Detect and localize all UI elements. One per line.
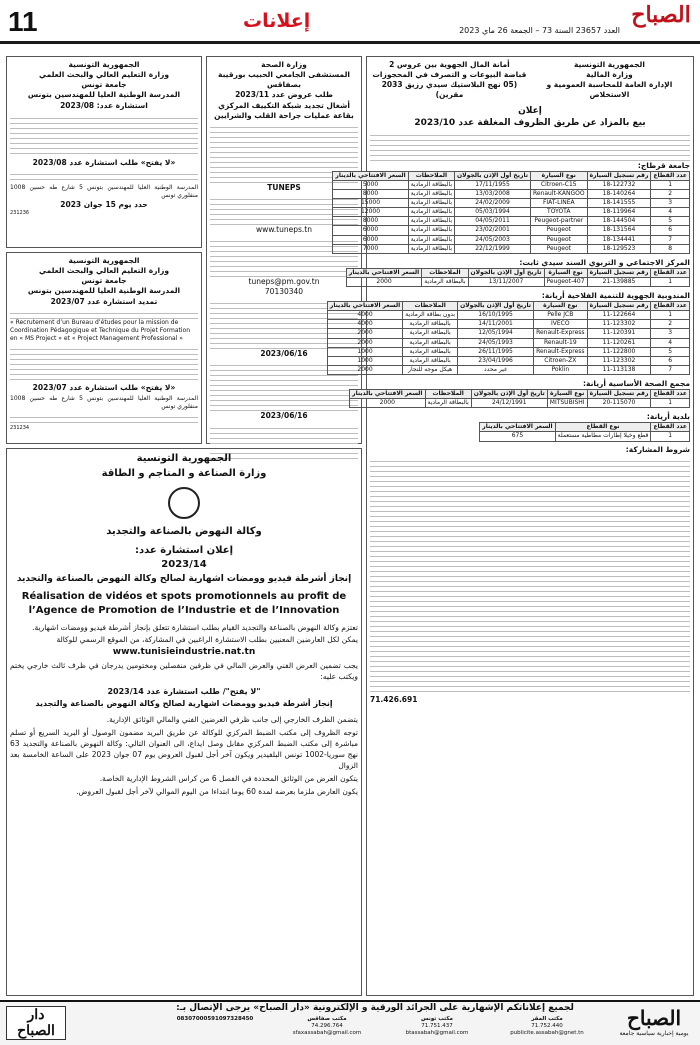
group-heading: المركز الاجتماعي و التربوي السند سيدي ثابت: (519, 257, 690, 267)
ad-consultation-08 (6, 56, 202, 248)
ad-date: 2023/06/16 (260, 349, 308, 359)
ad-title: تمديد استشارة عدد 2023/07 (50, 296, 158, 306)
ad-paragraph: تعتزم وكالة النهوض بالصناعة والتجديد القيام بطلب استشارة تتعلق بإنجاز أشرطة فيديو وومضات اشهارية. (32, 622, 358, 632)
table-cell: بالبطاقة الرمادية (408, 244, 454, 253)
ad-heading: الجمهورية التونسية (68, 256, 140, 265)
table-cell: TOYOTA (530, 208, 587, 217)
page-header (0, 0, 700, 44)
ad-heading: المستشفى الجامعي الحبيب بورقيبة بصفاقس (218, 70, 350, 90)
table-cell: بالبطاقة الرمادية (408, 181, 454, 190)
table-cell: 18-119964 (587, 208, 651, 217)
table-cell: Renault-Express (534, 329, 588, 338)
table-header-cell: تاريخ أول الإذن بالجولان (468, 268, 544, 277)
table-cell: بالبطاقة الرمادية (408, 217, 454, 226)
table-header-cell: تاريخ أول الإذن بالجولان (471, 390, 547, 399)
table-header-cell: عدد القطاع (651, 390, 690, 399)
ad-email: tuneps@pm.gov.tn (248, 277, 320, 286)
table-cell: هيكل موجه للنجار (403, 365, 458, 374)
table-cell: Renault-Express (534, 347, 588, 356)
table-cell: 675 (480, 432, 555, 441)
table-cell: 5 (651, 217, 690, 226)
table-header-cell: الملاحظات (425, 390, 471, 399)
table-header-cell: رقم تسجيل السيارة (587, 268, 651, 277)
table-cell: بدون بطاقة الرمادية (403, 311, 458, 320)
table-cell: 11-122800 (587, 347, 651, 356)
ad-vehicle-auction (329, 56, 694, 996)
table-cell: 24/12/1991 (471, 399, 547, 408)
vehicles-table-4 (349, 389, 690, 408)
ad-address: المدرسة الوطنية العليا للمهندسين بتونس 5 شارع طه حسين 1008 منفلوري تونس (10, 395, 198, 411)
table-cell: 15000 (333, 199, 408, 208)
table-cell: 2 (651, 190, 690, 199)
table-cell: 2000 (350, 399, 425, 408)
ad-consultation-14 (6, 448, 362, 996)
agency-name: وكالة النهوض بالصناعة والتجديد (106, 526, 262, 537)
table-row (346, 277, 689, 286)
table-cell: 24/02/2009 (455, 199, 531, 208)
table-cell: 8 (651, 244, 690, 253)
table-header-cell: عدد القطاع (651, 423, 690, 432)
table-cell: 5000 (333, 181, 408, 190)
table-cell: 6 (651, 226, 690, 235)
table-cell: Peugeot-partner (530, 217, 587, 226)
table-cell: 21-139885 (587, 277, 651, 286)
table-cell: بالبطاقة الرمادية (403, 356, 458, 365)
table-cell: 1 (651, 432, 690, 441)
table-cell: 1000 (327, 347, 402, 356)
page-number: 11 (8, 6, 38, 37)
table-row (327, 329, 689, 338)
table-cell: 11-123302 (587, 356, 651, 365)
group-heading: بلدية أريانة: (646, 412, 690, 422)
table-row (327, 347, 689, 356)
ad-french-text: « Recrutement d’un Bureau d’études pour la mission de Coordination Pédagogique et Technique du Projet Formation en « MS Project » et « Project Management Professional » (10, 318, 191, 342)
table-cell: 11-122664 (587, 311, 651, 320)
table-cell: 26/11/1995 (458, 347, 534, 356)
ad-label: إعلان استشارة عدد: (134, 544, 234, 556)
ad-code: 231234 (10, 425, 30, 432)
office-email[interactable]: publicite.assabah@gnet.tn (510, 1030, 584, 1037)
table-cell: 4000 (327, 320, 402, 329)
ad-code: 231236 (10, 210, 30, 217)
table-cell: 16/10/1995 (458, 311, 534, 320)
office-name: مكتب تونس (421, 1016, 453, 1022)
footer-office-hq (496, 1016, 598, 1042)
office-phone: 74.296.764 (311, 1023, 343, 1030)
table-row (333, 181, 690, 190)
table-cell: 11-120261 (587, 338, 651, 347)
table-row (327, 338, 689, 347)
vehicles-table-3 (327, 301, 690, 375)
table-cell: Peugeot (530, 226, 587, 235)
table-cell: 1 (651, 399, 690, 408)
ad-title: استشارة عدد: 2023/08 (60, 100, 148, 110)
ad-heading: وزارة التعليم العالي والبحث العلمي (38, 266, 170, 276)
table-row (333, 190, 690, 199)
ad-paragraph: يتضمن الظرف الخارجي إلى جانب ظرفي العرضين الفني والمالي الوثائق الإدارية. (106, 715, 358, 725)
office-email[interactable]: btassabah@gmail.com (405, 1030, 469, 1037)
table-cell: 3 (651, 329, 690, 338)
table-cell: بالبطاقة الرمادية (403, 338, 458, 347)
ad-heading: وزارة التعليم العالي والبحث العلمي (38, 70, 170, 80)
table-cell: بالبطاقة الرمادية (408, 199, 454, 208)
table-cell: 13/11/2007 (468, 277, 544, 286)
table-cell: 18-131564 (587, 226, 651, 235)
table-header-cell: الملاحظات (403, 302, 458, 311)
footer-title: لجميع إعلاناتكم الإشهارية على الجرائد الورقية و الإلكترونية «دار الصباح» يرجى الإتصال بـ: (176, 1003, 574, 1013)
table-header-cell: السعر الافتتاحي بالدينار (333, 171, 408, 180)
ad-heading: الجمهورية التونسية (573, 60, 645, 69)
footer-logo-dar: دار الصباح (6, 1006, 66, 1040)
table-cell: Renault-KANGOO (530, 190, 587, 199)
office-phone: 71.752.440 (531, 1023, 563, 1030)
table-cell: 6000 (333, 235, 408, 244)
table-header-cell: نوع القطاع (555, 423, 651, 432)
table-header-cell: رقم تسجيل السيارة (587, 302, 651, 311)
ad-body-text (10, 413, 198, 425)
table-cell: 23/04/1996 (458, 356, 534, 365)
table-cell: 13/03/2008 (455, 190, 531, 199)
ad-title: إنجاز أشرطة فيديو وومضات اشهارية لصالح وكالة النهوض بالصناعة والتجديد (16, 573, 352, 584)
ad-body-text (10, 309, 198, 319)
table-cell: 23/02/2001 (455, 226, 531, 235)
section-title: إعلانات (243, 10, 311, 32)
ad-body-text (10, 345, 198, 383)
table-cell: FIAT-LINEA (530, 199, 587, 208)
table-header-cell: نوع السيارة (544, 268, 587, 277)
table-cell: 17/11/1955 (455, 181, 531, 190)
table-header-cell: عدد القطاع (651, 171, 690, 180)
table-cell: 1000 (327, 356, 402, 365)
items-table-5 (479, 422, 690, 441)
table-cell: 4 (651, 208, 690, 217)
table-cell: 18-134441 (587, 235, 651, 244)
ad-title: بيع بالمزاد عن طريق الظروف المغلقة عدد 2023/10 (414, 117, 646, 128)
table-cell: بالبطاقة الرمادية (408, 190, 454, 199)
table-cell: 3 (651, 199, 690, 208)
table-cell: 20-115070 (587, 399, 651, 408)
table-cell: Citroen-C15 (530, 181, 587, 190)
ad-heading: (05 نهج البلاستيك سيدي رزيق 2033 مقرين) (381, 80, 518, 100)
ad-heading: الجمهورية التونسية (68, 60, 140, 69)
table-cell: 4 (651, 338, 690, 347)
ad-title: طلب عروض عدد 2023/11 (235, 90, 333, 100)
table-cell: Peugeot (530, 244, 587, 253)
table-row (327, 365, 689, 374)
ad-heading: وزارة الصناعة و المناجم و الطاقة (101, 467, 267, 479)
ad-closing: إنجاز أشرطة فيديو وومضات اشهارية لصالح وكالة النهوض بالصناعة والتجديد (35, 698, 333, 708)
table-cell: Peugeot-407 (544, 277, 587, 286)
ad-heading: المدرسة الوطنية العليا للمهندسين بتونس (27, 90, 181, 100)
table-cell: 1 (651, 311, 690, 320)
table-cell: 12000 (333, 208, 408, 217)
ad-heading: المدرسة الوطنية العليا للمهندسين بتونس (27, 286, 181, 296)
ad-deadline: حدد يوم 15 جوان 2023 (60, 199, 148, 209)
table-header-cell: السعر الافتتاحي بالدينار (346, 268, 421, 277)
table-row (333, 199, 690, 208)
office-name: مكتب المقر (531, 1016, 563, 1022)
ad-heading: جامعة تونس (81, 80, 127, 90)
table-cell: 2000 (327, 365, 402, 374)
table-cell: 11-120391 (587, 329, 651, 338)
footer-tagline: يومية إخبارية سياسية جامعة (619, 1030, 689, 1037)
table-cell: 18-141555 (587, 199, 651, 208)
table-cell: MITSUBISHI (547, 399, 587, 408)
table-cell: 14/11/2001 (458, 320, 534, 329)
ad-phone: 71.426.691 (370, 694, 418, 704)
table-cell: IVECO (534, 320, 588, 329)
ad-heading: الإدارة العامة للمحاسبة العمومية و الاستخلاص (546, 80, 673, 100)
footer-logo (612, 1006, 696, 1037)
ad-number: 2023/14 (161, 559, 207, 570)
table-cell: 18-122732 (587, 181, 651, 190)
table-cell: 1 (651, 277, 690, 286)
table-row (327, 356, 689, 365)
ad-body-text (10, 170, 198, 182)
ad-body-text (370, 457, 690, 695)
table-cell: 18-140264 (587, 190, 651, 199)
table-cell: 6 (651, 356, 690, 365)
ad-heading: وزارة الصحة (261, 60, 307, 69)
ad-closing: «لا يفتح» طلب استشارة عدد 2023/08 (32, 157, 176, 167)
ad-date: 2023/06/16 (260, 411, 308, 421)
table-cell: 5 (651, 347, 690, 356)
table-row (333, 226, 690, 235)
table-cell: 4000 (327, 311, 402, 320)
table-row (333, 235, 690, 244)
ad-paragraph: يتكون العرض من الوثائق المحددة في الفصل 6 من كراس الشروط الإدارية الخاصة. (99, 773, 358, 783)
ad-body-text (10, 114, 198, 158)
ad-closing: «لا يفتح» طلب استشارة عدد 2023/07 (32, 382, 176, 392)
table-header-cell: الملاحظات (422, 268, 468, 277)
table-cell: غير محدد (458, 365, 534, 374)
table-header-cell: تاريخ أول الإذن بالجولان (455, 171, 531, 180)
table-cell: 12/05/1994 (458, 329, 534, 338)
table-header-cell: السعر الافتتاحي بالدينار (327, 302, 402, 311)
table-cell: Citroen-ZX (534, 356, 588, 365)
ad-heading: قباضة البيوعات و التصرف في المحجوزات (372, 70, 527, 80)
table-header-cell: عدد القطاع (651, 302, 690, 311)
footer-office-tunis (386, 1016, 488, 1042)
table-header-cell: عدد القطاع (651, 268, 690, 277)
table-cell: بالبطاقة الرمادية (408, 208, 454, 217)
ad-heading: جامعة تونس (81, 276, 127, 286)
table-header-cell: نوع السيارة (534, 302, 588, 311)
ad-tuneps: TUNEPS (267, 182, 301, 192)
table-cell: 05/03/1994 (455, 208, 531, 217)
ad-label: إعلان (518, 105, 542, 116)
table-cell: 2000 (327, 329, 402, 338)
table-cell: 7 (651, 365, 690, 374)
table-cell: قطع وخيلا إطارات مطاطية مستعملة (555, 432, 651, 441)
table-row (333, 217, 690, 226)
table-cell: 24/05/1993 (458, 338, 534, 347)
ad-paragraph: يكون العارض ملزما بعرضه لمدة 60 يوما ابتداءا من اليوم الموالي لآخر أجل لقبول العروض. (76, 786, 358, 796)
table-cell: 8000 (333, 217, 408, 226)
agency-logo-icon (168, 487, 200, 519)
group-heading: مجمع الصحة الأساسية أريانة: (583, 378, 690, 388)
table-row (480, 432, 690, 441)
ad-address: المدرسة الوطنية العليا للمهندسين بتونس 5 شارع طه حسين 1008 منفلوري تونس (10, 183, 198, 199)
table-cell: Pelle JCB (534, 311, 588, 320)
table-cell: 24/05/2003 (455, 235, 531, 244)
vehicles-table-1 (332, 171, 690, 254)
table-cell: 22/12/1999 (455, 244, 531, 253)
table-cell: 7000 (333, 244, 408, 253)
conditions-heading: شروط المشاركة: (625, 444, 690, 454)
ad-heading: أمانة المال الجهوية بين عروس 2 (389, 60, 510, 69)
table-cell: بالبطاقة الرمادية (403, 329, 458, 338)
table-cell: بالبطاقة الرمادية (403, 347, 458, 356)
table-cell: بالبطاقة الرمادية (408, 235, 454, 244)
table-header-cell: رقم تسجيل السيارة (587, 390, 651, 399)
table-cell: Renault-19 (534, 338, 588, 347)
table-row (350, 399, 690, 408)
table-row (327, 320, 689, 329)
table-cell: 6000 (333, 226, 408, 235)
newspaper-logo: الصباح (631, 2, 691, 28)
ad-consultation-07 (6, 252, 202, 444)
table-header-cell: تاريخ أول الإذن بالجولان (458, 302, 534, 311)
issue-line: العدد 23657 السنة 73 – الجمعة 26 ماي 2023 (459, 26, 620, 35)
ad-paragraph: يجب تضمين العرض الفني والعرض المالي في ظرفين منفصلين ومختومين يدرجان في ظرف ثالث خارجي يختم ويكتب عليه: (10, 661, 358, 682)
table-cell: 11-113138 (587, 365, 651, 374)
table-header-cell: السعر الافتتاحي بالدينار (350, 390, 425, 399)
ad-subtitle: أشغال تجديد شبكة التكييف المركزي بقاعة عمليات جراحة القلب والشرايين (214, 100, 354, 120)
group-heading: جامعة قرطاج: (637, 160, 690, 170)
table-cell: بالبطاقة الرمادية (425, 399, 471, 408)
office-email[interactable]: sfaxassabah@gmail.com (292, 1030, 362, 1037)
ad-website: www.tuneps.tn (256, 224, 312, 234)
ad-heading: الجمهورية التونسية (136, 453, 232, 464)
office-name: مكتب صفاقس (307, 1016, 347, 1022)
footer-logo-text: الصباح (626, 1006, 682, 1030)
table-cell: 7 (651, 235, 690, 244)
ad-paragraph: توجه الظروف إلى مكتب الضبط المركزي للوكالة عن طريق البريد مضمون الوصول أو البريد السريع أو تسلم مباشرة إلى مكتب الضبط المركزي مقابل وصل ايداع، الى العنوان التالي: وكالة النهوض بالصناعة والتجديد 63 نهج سوريا-1002 تونس البلفيدير ويكون آخر أجل لقبول العروض يوم 07 جوان 2023 على الساعة الخامسة بعد الزوال (10, 728, 358, 770)
table-cell: 04/05/2011 (455, 217, 531, 226)
table-cell: 1 (651, 181, 690, 190)
table-cell: بالبطاقة الرمادية (422, 277, 468, 286)
footer-office-sfax (276, 1016, 378, 1042)
table-header-cell: رقم تسجيل السيارة (587, 171, 651, 180)
ad-french-title: Réalisation de vidéos et spots promotionnels au profit de l’Agence de Promotion de l’Industrie et de l’Innovation (21, 590, 347, 617)
table-cell: بالبطاقة الرمادية (403, 320, 458, 329)
table-cell: 2000 (346, 277, 421, 286)
table-cell: 18-129523 (587, 244, 651, 253)
ad-paragraph: يمكن لكل العارضين المعنيين بطلب الاستشارة الراغبين في المشاركة، من الموقع الرسمي للوكالة (56, 635, 358, 645)
table-cell: 18-144504 (587, 217, 651, 226)
table-cell: بالبطاقة الرمادية (408, 226, 454, 235)
ad-phone: 70130340 (264, 287, 304, 297)
ad-body-text (370, 131, 690, 161)
table-row (333, 208, 690, 217)
table-cell: 8000 (333, 190, 408, 199)
table-row (333, 244, 690, 253)
table-header-cell: نوع السيارة (530, 171, 587, 180)
table-cell: 11-123302 (587, 320, 651, 329)
ad-website-link[interactable]: www.tunisieindustrie.nat.tn (112, 647, 256, 658)
vehicles-table-2 (346, 268, 690, 287)
ad-closing: "لا يفتح"/ طلب استشارة عدد 2023/14 (107, 687, 261, 697)
table-cell: Peugeot (530, 235, 587, 244)
table-cell: 2 (651, 320, 690, 329)
table-header-cell: نوع السيارة (547, 390, 587, 399)
table-cell: 2000 (327, 338, 402, 347)
ad-heading: وزارة المالية (586, 70, 633, 80)
table-header-cell: الملاحظات (408, 171, 454, 180)
table-row (327, 311, 689, 320)
table-cell: Poklin (534, 365, 588, 374)
table-header-cell: السعر الافتتاحي بالدينار (480, 423, 555, 432)
footer-rib: 08307000591097328450 (176, 1016, 254, 1022)
group-heading: المندوبية الجهوية للتنمية الفلاحية أريانة: (541, 291, 690, 301)
office-phone: 71.751.437 (421, 1023, 453, 1030)
